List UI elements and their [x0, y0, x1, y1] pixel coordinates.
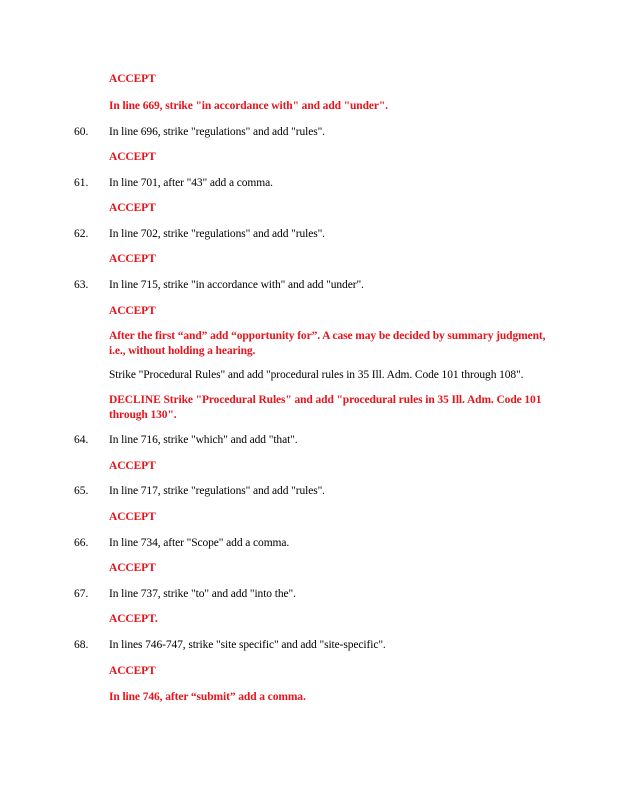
item-number: 65.	[74, 485, 89, 497]
response-text: In line 669, strike "in accordance with" and add "under".	[109, 100, 388, 112]
item-number: 68.	[74, 639, 89, 651]
amendment-text: In line 696, strike "regulations" and add "rules".	[109, 126, 325, 138]
response-text: i.e., without holding a hearing.	[109, 345, 256, 357]
amendment-text: In line 734, after "Scope" add a comma.	[109, 537, 290, 549]
response-text: In line 746, after “submit” add a comma.	[109, 691, 306, 703]
response-text: ACCEPT.	[109, 613, 158, 625]
response-text: ACCEPT	[109, 665, 156, 677]
response-text: ACCEPT	[109, 562, 156, 574]
response-text: ACCEPT	[109, 202, 156, 214]
amendment-text: In line 717, strike "regulations" and add "rules".	[109, 485, 325, 497]
amendment-text: In lines 746-747, strike "site specific" and add "site-specific".	[109, 639, 386, 651]
response-text: ACCEPT	[109, 151, 156, 163]
amendment-text: In line 737, strike "to" and add "into the".	[109, 588, 296, 600]
response-text: ACCEPT	[109, 253, 156, 265]
item-number: 60.	[74, 126, 89, 138]
amendment-text: In line 715, strike "in accordance with" and add "under".	[109, 279, 364, 291]
response-text: ACCEPT	[109, 511, 156, 523]
amendment-text: Strike "Procedural Rules" and add "procedural rules in 35 Ill. Adm. Code 101 through 108".	[109, 369, 524, 381]
response-text: ACCEPT	[109, 73, 156, 85]
item-number: 64.	[74, 434, 89, 446]
response-text: ACCEPT	[109, 460, 156, 472]
item-number: 66.	[74, 537, 89, 549]
item-number: 63.	[74, 279, 89, 291]
response-text: through 130".	[109, 409, 177, 421]
response-text: After the first “and” add “opportunity for”. A case may be decided by summary judgment,	[109, 330, 546, 342]
response-text: ACCEPT	[109, 305, 156, 317]
item-number: 61.	[74, 177, 89, 189]
amendment-text: In line 701, after "43" add a comma.	[109, 177, 273, 189]
item-number: 67.	[74, 588, 89, 600]
response-text: DECLINE Strike "Procedural Rules" and add "procedural rules in 35 Ill. Adm. Code 101	[109, 394, 542, 406]
amendment-text: In line 716, strike "which" and add "that".	[109, 434, 298, 446]
amendment-text: In line 702, strike "regulations" and add "rules".	[109, 228, 325, 240]
item-number: 62.	[74, 228, 89, 240]
